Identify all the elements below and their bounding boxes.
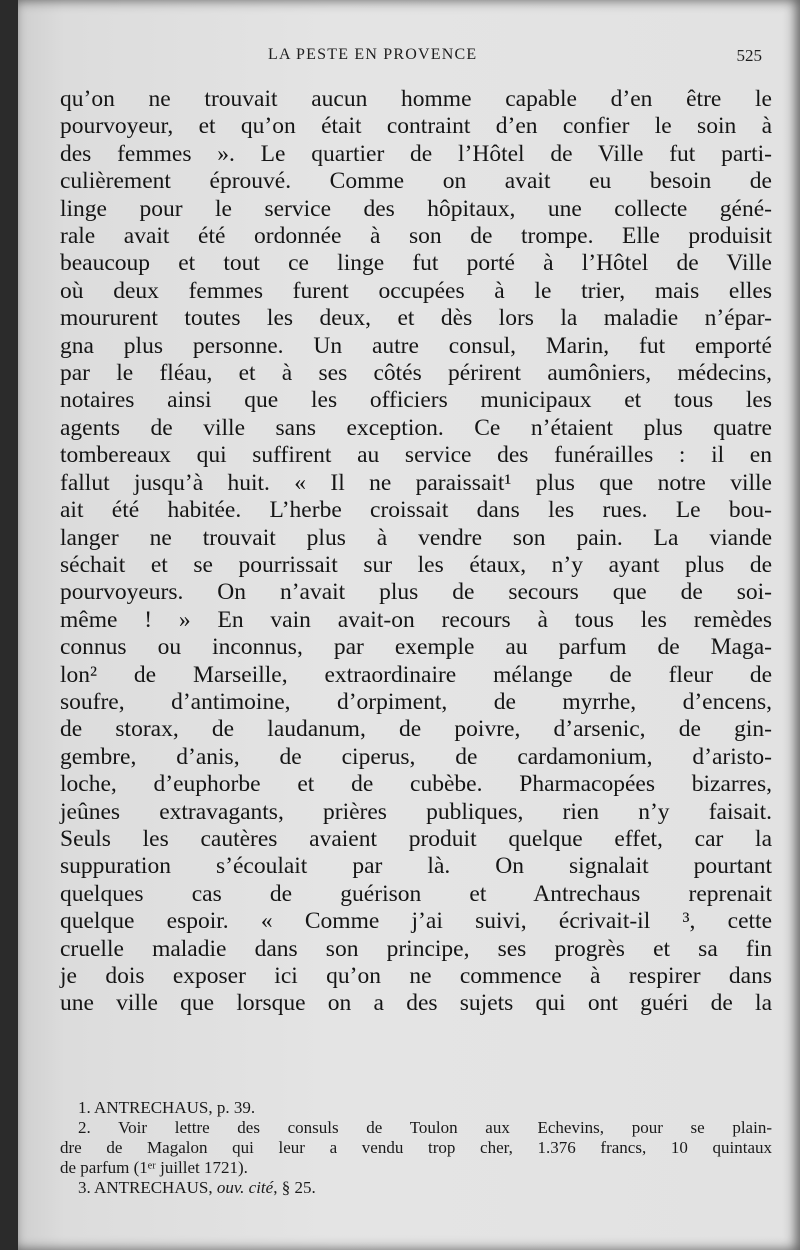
footnote-3-italic: ouv. cité	[216, 1178, 274, 1197]
body-line: gna plus personne. Un autre consul, Marin, fut emporté	[60, 332, 772, 359]
footnote-3-suffix: , § 25.	[273, 1178, 316, 1197]
footnote-2-line-2: dre de Magalon qui leur a vendu trop cher, 1.376 francs, 10 quintaux	[60, 1138, 772, 1157]
body-line: ait été habitée. L’herbe croissait dans les rues. Le bou-	[60, 497, 772, 524]
body-line: loche, d’euphorbe et de cubèbe. Pharmacopées bizarres,	[60, 771, 772, 798]
body-line: notaires ainsi que les officiers municipaux et tous les	[60, 387, 772, 414]
body-line: jeûnes extravagants, prières publiques, rien n’y faisait.	[60, 798, 772, 825]
body-line: linge pour le service des hôpitaux, une collecte géné-	[60, 195, 772, 222]
body-line: gembre, d’anis, de ciperus, de cardamonium, d’aristo-	[60, 743, 772, 770]
body-line: des femmes ». Le quartier de l’Hôtel de Ville fut parti-	[60, 140, 772, 167]
body-line: pourvoyeurs. On n’avait plus de secours que de soi-	[60, 579, 772, 606]
footnote-1	[60, 1098, 772, 1118]
body-line: culièrement éprouvé. Comme on avait eu besoin de	[60, 168, 772, 195]
body-line: par le fléau, et à ses côtés périrent aumôniers, médecins,	[60, 360, 772, 387]
body-line: quelques cas de guérison et Antrechaus reprenait	[60, 880, 772, 907]
body-text	[60, 86, 772, 1018]
body-line: fallut jusqu’à huit. « Il ne paraissait¹ plus que notre ville	[60, 469, 772, 496]
body-line: agents de ville sans exception. Ce n’étaient plus quatre	[60, 414, 772, 441]
footnote-2	[60, 1118, 772, 1178]
body-line: une ville que lorsque on a des sujets qui ont guéri de la	[60, 990, 772, 1017]
page-number: 525	[736, 46, 762, 65]
body-line: séchait et se pourrissait sur les étaux, n’y ayant plus de	[60, 551, 772, 578]
footnote-2-line-3: de parfum (1ᵉʳ juillet 1721).	[60, 1158, 248, 1177]
footnote-2-line-1: 2. Voir lettre des consuls de Toulon aux Echevins, pour se plain-	[78, 1118, 772, 1137]
body-line: je dois exposer ici qu’on ne commence à respirer dans	[60, 963, 772, 989]
body-line: cruelle maladie dans son principe, ses progrès et sa fin	[60, 935, 772, 962]
body-line: qu’on ne trouvait aucun homme capable d’en être le	[60, 86, 772, 112]
body-line: suppuration s’écoulait par là. On signalait pourtant	[60, 853, 772, 880]
body-line: beaucoup et tout ce linge fut porté à l’Hôtel de Ville	[60, 250, 772, 277]
footnotes	[60, 1098, 772, 1198]
body-line: moururent toutes les deux, et dès lors la maladie n’épar-	[60, 305, 772, 332]
body-line: pourvoyeur, et qu’on était contraint d’en confier le soin à	[60, 113, 772, 140]
body-line: connus ou inconnus, par exemple au parfum de Maga-	[60, 634, 772, 661]
footnote-3-text	[60, 1178, 772, 1198]
running-head	[18, 46, 800, 70]
body-line: Seuls les cautères avaient produit quelque effet, car la	[60, 825, 772, 852]
body-line: rale avait été ordonnée à son de trompe. Elle produisit	[60, 223, 772, 250]
running-title: LA PESTE EN PROVENCE	[268, 46, 478, 63]
body-line: même ! » En vain avait-on recours à tous les remèdes	[60, 606, 772, 633]
body-line: où deux femmes furent occupées à le trier, mais elles	[60, 277, 772, 304]
body-line: soufre, d’antimoine, d’orpiment, de myrrhe, d’encens,	[60, 688, 772, 715]
footnote-3	[60, 1178, 772, 1198]
body-line: tombereaux qui suffirent au service des funérailles : il en	[60, 442, 772, 469]
body-line: de storax, de laudanum, de poivre, d’arsenic, de gin-	[60, 716, 772, 743]
footnote-1-text: 1. ANTRECHAUS, p. 39.	[78, 1098, 256, 1117]
body-line: langer ne trouvait plus à vendre son pain. La viande	[60, 524, 772, 551]
body-line: quelque espoir. « Comme j’ai suivi, écrivait-il ³, cette	[60, 908, 772, 935]
book-page	[18, 0, 800, 1250]
body-line: lon² de Marseille, extraordinaire mélange de fleur de	[60, 661, 772, 688]
footnote-3-prefix: 3. ANTRECHAUS,	[78, 1178, 217, 1197]
